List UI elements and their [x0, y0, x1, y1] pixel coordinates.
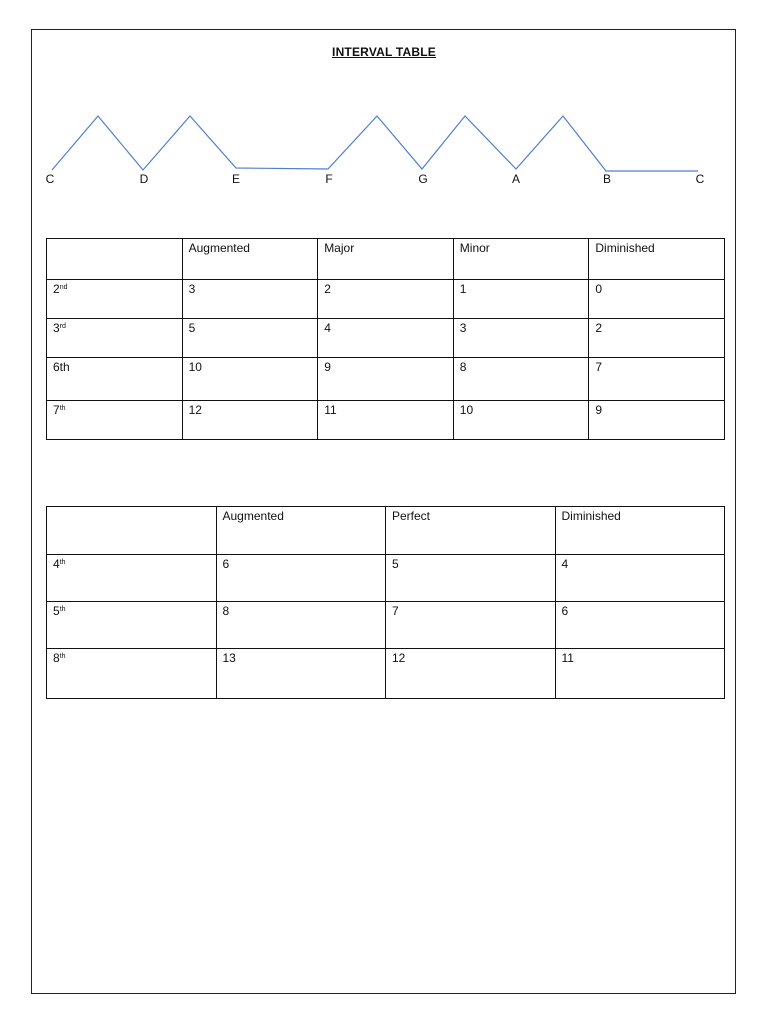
table-cell: 6 [216, 555, 386, 602]
header-cell [47, 239, 183, 280]
table-cell: 6 [555, 602, 725, 649]
interval-name-cell: 5th [47, 602, 217, 649]
table-cell: 1 [453, 280, 589, 319]
table-cell: 13 [216, 649, 386, 699]
keyboard-zigzag-diagram [0, 0, 768, 200]
note-label: D [139, 172, 149, 186]
table-cell: 7 [386, 602, 556, 649]
note-label: A [511, 172, 520, 186]
interval-name-cell: 3rd [47, 319, 183, 358]
interval-name-cell: 7th [47, 401, 183, 440]
header-cell: Minor [453, 239, 589, 280]
interval-name-cell: 6th [47, 358, 183, 401]
table-cell: 5 [182, 319, 318, 358]
table-cell: 9 [589, 401, 725, 440]
page-title: INTERVAL TABLE [332, 45, 436, 59]
header-cell: Perfect [386, 507, 556, 555]
table-cell: 12 [182, 401, 318, 440]
header-cell [47, 507, 217, 555]
table-header-row [47, 507, 725, 555]
table-cell: 4 [318, 319, 454, 358]
header-cell: Diminished [589, 239, 725, 280]
table-header-row [47, 239, 725, 280]
note-label: C [45, 172, 55, 186]
table-cell: 3 [182, 280, 318, 319]
table-row [47, 555, 725, 602]
table-cell: 11 [318, 401, 454, 440]
major-minor-interval-table [46, 238, 725, 440]
table-cell: 10 [182, 358, 318, 401]
table-row [47, 602, 725, 649]
table-row [47, 401, 725, 440]
interval-name-cell: 2nd [47, 280, 183, 319]
table-cell: 8 [216, 602, 386, 649]
table-cell: 5 [386, 555, 556, 602]
note-label: B [602, 172, 611, 186]
table-row [47, 649, 725, 699]
table-cell: 12 [386, 649, 556, 699]
table-cell: 0 [589, 280, 725, 319]
note-label: F [325, 172, 333, 186]
table-cell: 8 [453, 358, 589, 401]
table-cell: 11 [555, 649, 725, 699]
table-row [47, 358, 725, 401]
header-cell: Major [318, 239, 454, 280]
semitone-step-line [52, 116, 698, 171]
table-row [47, 319, 725, 358]
interval-name-cell: 8th [47, 649, 217, 699]
table-cell: 2 [589, 319, 725, 358]
header-cell: Diminished [555, 507, 725, 555]
interval-name-cell: 4th [47, 555, 217, 602]
note-label: E [231, 172, 240, 186]
note-label: C [695, 172, 705, 186]
table-row [47, 280, 725, 319]
table-cell: 4 [555, 555, 725, 602]
table-cell: 9 [318, 358, 454, 401]
header-cell: Augmented [216, 507, 386, 555]
note-label: G [418, 172, 428, 186]
perfect-interval-table [46, 506, 725, 699]
table-cell: 7 [589, 358, 725, 401]
header-cell: Augmented [182, 239, 318, 280]
table-cell: 3 [453, 319, 589, 358]
table-cell: 2 [318, 280, 454, 319]
table-cell: 10 [453, 401, 589, 440]
